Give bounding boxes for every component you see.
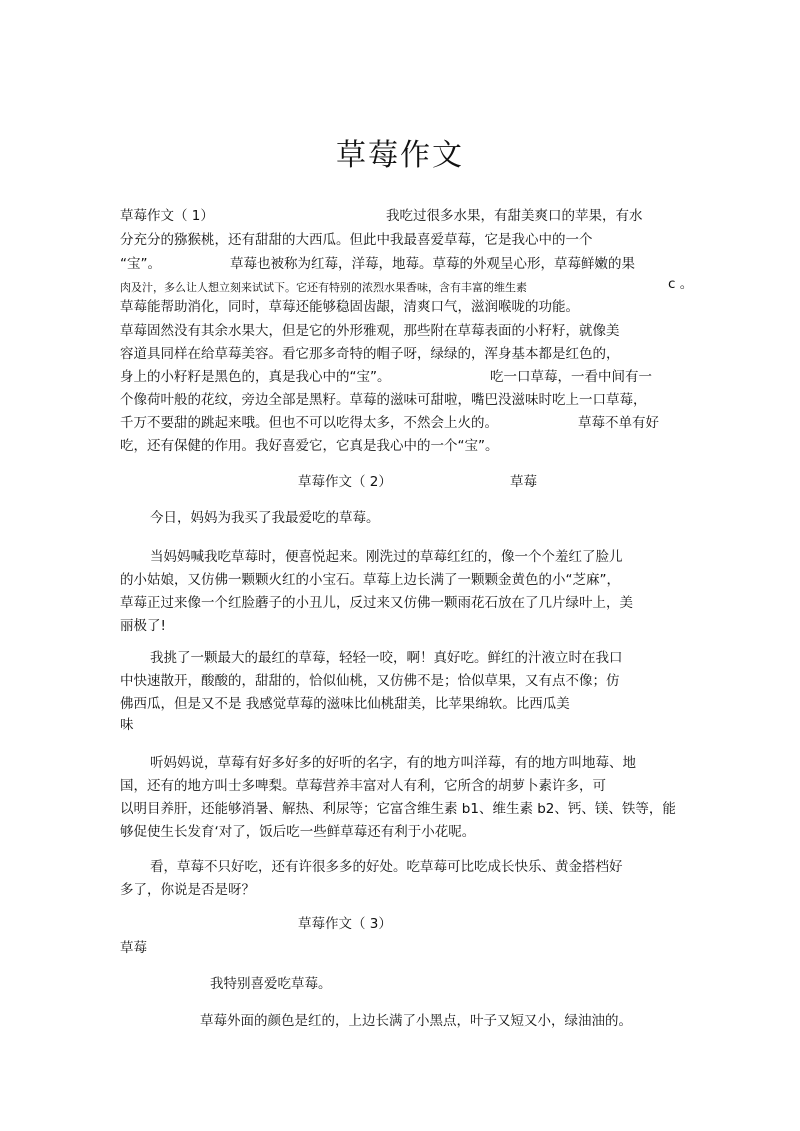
paragraph-line: 佛西瓜，但是又不是 我感觉草莓的滋味比仙桃甜美，比苹果绵软。比西瓜美 xyxy=(120,696,570,712)
paragraph-line: 吃一口草莓，一看中间有一 xyxy=(490,369,652,385)
document-title: 草莓作文 xyxy=(336,138,464,173)
paragraph-line: 草莓不单有好 xyxy=(578,415,659,431)
paragraph-line: 肉及汁，多么让人想立刻来试试下。它还有特别的浓烈水果香味，含有丰富的维生素 xyxy=(120,281,527,294)
paragraph-line: “宝”。 xyxy=(120,256,161,272)
paragraph-line: 我挑了一颗最大的最红的草莓，轻轻一咬，啊！真好吃。鲜红的汁液立时在我口 xyxy=(150,650,623,666)
paragraph-line: 容道具同样在给草莓美容。看它那多奇特的帽子呀，绿绿的，浑身基本都是红色的， xyxy=(120,346,620,362)
paragraph-line: 草莓正过来像一个红脸蘑子的小丑儿，反过来又仿佛一颗雨花石放在了几片绿叶上，美 xyxy=(120,595,633,611)
paragraph-line: 我吃过很多水果，有甜美爽口的苹果，有水 xyxy=(386,208,643,224)
paragraph-line: 中快速散开，酸酸的，甜甜的，恰似仙桃，又仿佛不是；恰似草果，又有点不像；仿 xyxy=(120,673,620,689)
section-1-label: 草莓作文（ 1） xyxy=(120,208,214,224)
paragraph-line: 我特别喜爱吃草莓。 xyxy=(210,976,332,992)
paragraph-line: 以明目养肝，还能够消暑、解热、利尿等；它富含维生素 b1、维生素 b2、钙、镁、铁等，能 xyxy=(120,801,676,817)
paragraph-line: 千万不要甜的跳起来哦。但也不可以吃得太多，不然会上火的。 xyxy=(120,415,498,431)
paragraph-line: 草莓固然没有其余水果大，但是它的外形雅观，那些附在草莓表面的小籽籽，就像美 xyxy=(120,323,620,339)
paragraph-line: 身上的小籽籽是黑色的，真是我心中的“宝”。 xyxy=(120,369,391,385)
paragraph-line: 够促使生长发育‘对了，饭后吃一些鲜草莓还有利于小花呢。 xyxy=(120,824,476,840)
paragraph-line: 草莓能帮助消化，同时，草莓还能够稳固齿龈，清爽口气，滋润喉咙的功能。 xyxy=(120,299,579,315)
paragraph-line: 今日，妈妈为我买了我最爱吃的草莓。 xyxy=(150,510,380,526)
paragraph-line: 听妈妈说，草莓有好多好多的好听的名字，有的地方叫洋莓，有的地方叫地莓、地 xyxy=(150,755,636,771)
paragraph-line: 国，还有的地方叫士多啤梨。草莓营养丰富对人有利，它所含的胡萝卜素许多，可 xyxy=(120,778,606,794)
paragraph-line: 多了，你说是否是呀？ xyxy=(120,882,255,898)
paragraph-line: 草莓也被称为红莓，洋莓，地莓。草莓的外观呈心形，草莓鲜嫩的果 xyxy=(230,256,635,272)
section-3-subtitle: 草莓 xyxy=(120,940,147,956)
paragraph-line: 分充分的猕猴桃，还有甜甜的大西瓜。但此中我最喜爱草莓，它是我心中的一个 xyxy=(120,232,593,248)
paragraph-line: 看，草莓不只好吃，还有许很多多的好处。吃草莓可比吃成长快乐、黄金搭档好 xyxy=(150,859,623,875)
paragraph-line: 丽极了! xyxy=(120,618,166,634)
section-2-label: 草莓作文（ 2） xyxy=(298,474,392,490)
paragraph-line: 个像荷叶般的花纹，旁边全部是黑籽。草莓的滋味可甜啦，嘴巴没滋味时吃上一口草莓， xyxy=(120,392,647,408)
paragraph-line: 的小姑娘，又仿佛一颗颗火红的小宝石。草莓上边长满了一颗颗金黄色的小“芝麻”， xyxy=(120,572,620,588)
paragraph-line: 草莓外面的颜色是红的，上边长满了小黑点，叶子又短又小，绿油油的。 xyxy=(200,1013,632,1029)
paragraph-line: 当妈妈喊我吃草莓时，便喜悦起来。刚洗过的草莓红红的，像一个个羞红了脸儿 xyxy=(150,549,623,565)
paragraph-line: 吃，还有保健的作用。我好喜爱它，它真是我心中的一个“宝”。 xyxy=(120,438,499,454)
section-2-subtitle: 草莓 xyxy=(510,474,537,490)
section-3-label: 草莓作文（ 3） xyxy=(298,916,392,932)
paragraph-line: 味 xyxy=(120,717,134,733)
paragraph-line-tail: c 。 xyxy=(668,276,694,292)
